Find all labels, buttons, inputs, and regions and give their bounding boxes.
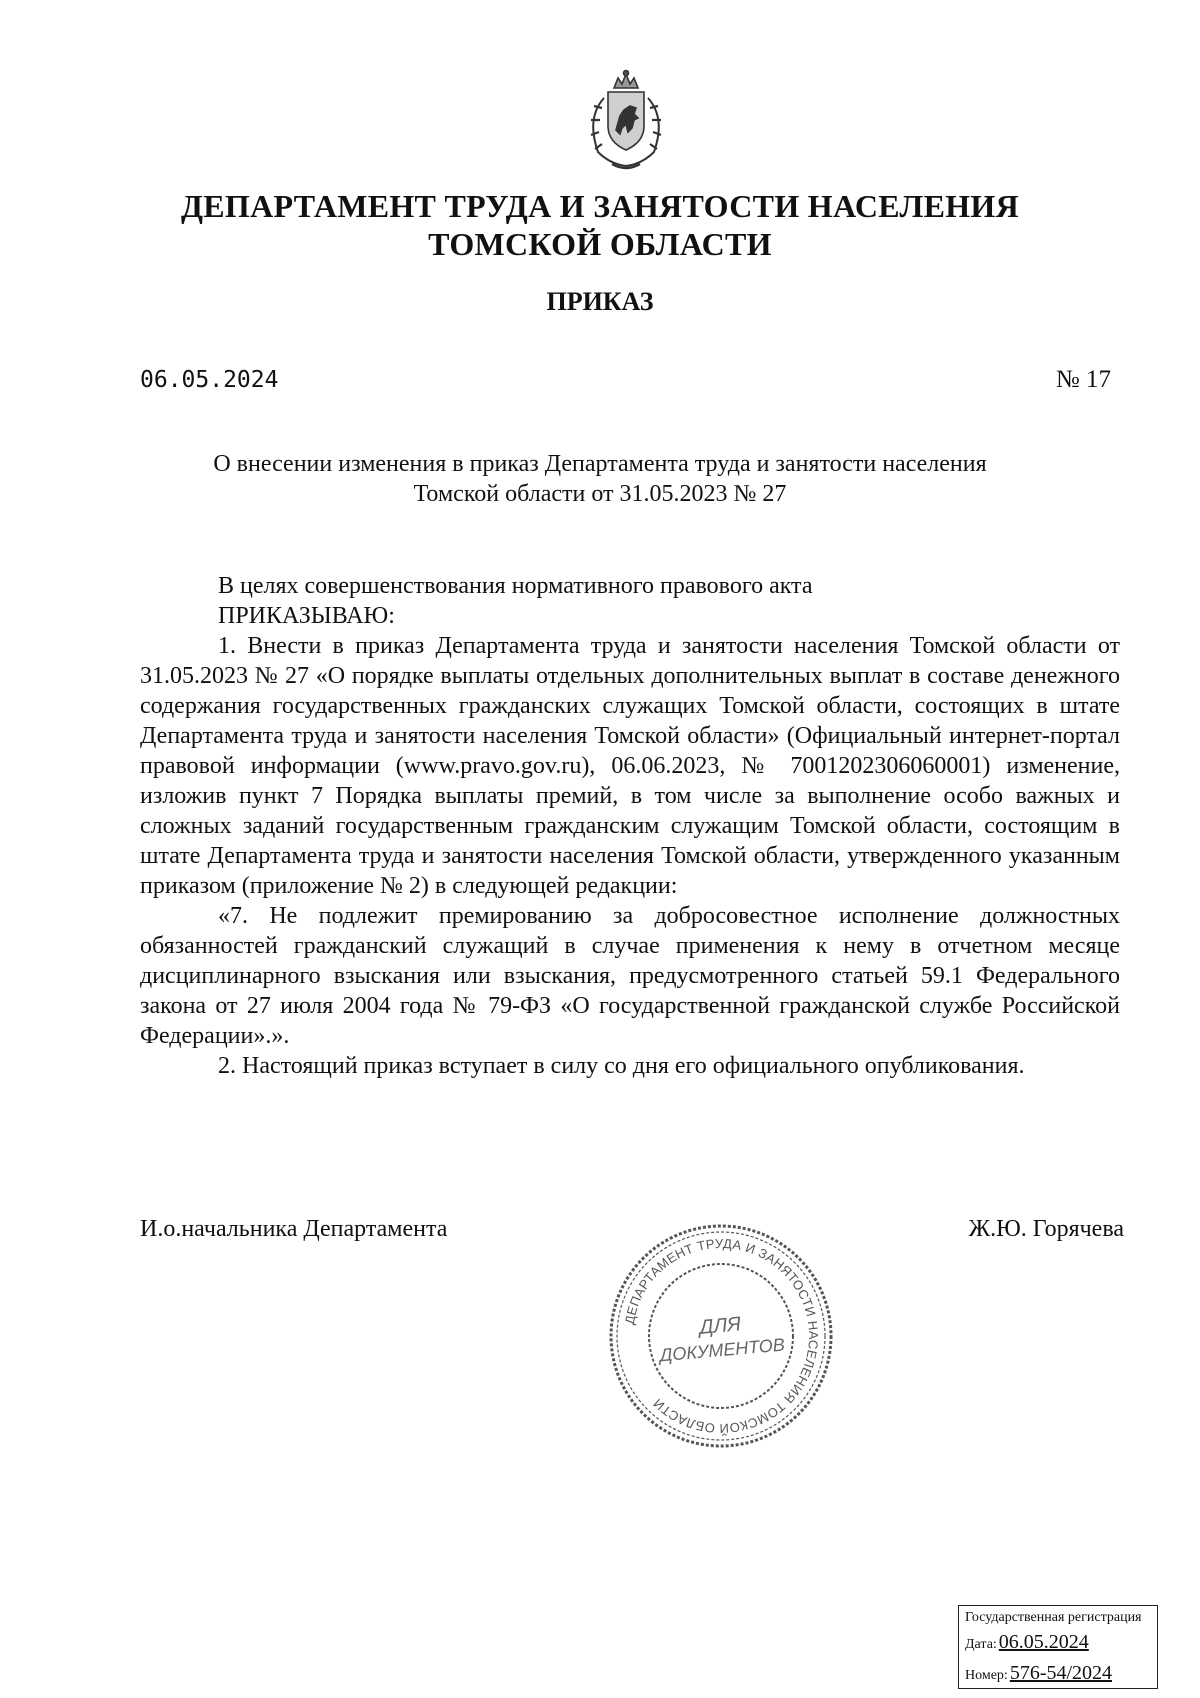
signatory-position: И.о.начальника Департамента bbox=[140, 1216, 448, 1242]
order-word: ПРИКАЗЫВАЮ: bbox=[218, 603, 395, 629]
registration-date-value: 06.05.2024 bbox=[998, 1631, 1089, 1653]
official-seal bbox=[605, 1220, 837, 1452]
document-body bbox=[140, 571, 1120, 1081]
organization-name-line1: ДЕПАРТАМЕНТ ТРУДА И ЗАНЯТОСТИ НАСЕЛЕНИЯ bbox=[180, 188, 1020, 224]
preamble: В целях совершенствования нормативного правового акта bbox=[218, 573, 813, 599]
coat-of-arms-icon bbox=[574, 68, 678, 174]
registration-date-row bbox=[965, 1629, 1151, 1658]
document-number: № 17 bbox=[1055, 366, 1111, 393]
subject-line1: О внесении изменения в приказ Департамента труда и занятости населения bbox=[213, 451, 987, 477]
seal-center-line2: ДОКУМЕНТОВ bbox=[658, 1334, 786, 1366]
order-item-1: 1. Внести в приказ Департамента труда и занятости населения Томской области от 31.05.2023 № 27 «О порядке выплаты отдельных дополнительных выплат в составе денежного содержания государственных гражданских служащих Томской области, состоящих в штате Департамента труда и занятости населения Томской области» (Официальный интернет-портал правовой информации (www.pravo.gov.ru), 06.06.2023, № 7001202306060001) изменение, изложив пункт 7 Порядка выплаты премий, в том числе за выполнение особо важных и сложных заданий государственным гражданским служащим Томской области, состоящим в штате Департамента труда и занятости населения Томской области, утвержденного указанным приказом (приложение № 2) в следующей редакции: bbox=[140, 633, 1120, 899]
order-item-2: 2. Настоящий приказ вступает в силу со дня его официального опубликования. bbox=[218, 1053, 1025, 1079]
order-item-1-quote: «7. Не подлежит премированию за добросовестное исполнение должностных обязанностей гражданский служащий в случае применения к нему в отчетном месяце дисциплинарного взыскания или взыскания, предусмотренного статьей 59.1 Федерального закона от 27 июля 2004 года № 79-ФЗ «О государственной гражданской службе Российской Федерации».». bbox=[140, 903, 1120, 1049]
document-date: 06.05.2024 bbox=[140, 367, 279, 393]
document-subject bbox=[150, 449, 1050, 509]
registration-number-value: 576-54/2024 bbox=[1009, 1662, 1113, 1684]
registration-number-label: Номер: bbox=[965, 1668, 1008, 1683]
seal-center-line1: ДЛЯ bbox=[698, 1313, 742, 1339]
seal-ring-text: ДЕПАРТАМЕНТ ТРУДА И ЗАНЯТОСТИ НАСЕЛЕНИЯ ТОМСКОЙ ОБЛАСТИ bbox=[621, 1235, 822, 1437]
registration-date-label: Дата: bbox=[965, 1637, 997, 1652]
registration-number-row bbox=[965, 1660, 1151, 1689]
organization-name-line2: ТОМСКОЙ ОБЛАСТИ bbox=[428, 226, 772, 262]
state-registration-stamp bbox=[958, 1605, 1158, 1689]
signatory-name: Ж.Ю. Горячева bbox=[968, 1216, 1124, 1242]
document-type: ПРИКАЗ bbox=[546, 287, 654, 316]
subject-line2: Томской области от 31.05.2023 № 27 bbox=[413, 481, 787, 507]
registration-title: Государственная регистрация bbox=[965, 1610, 1142, 1625]
